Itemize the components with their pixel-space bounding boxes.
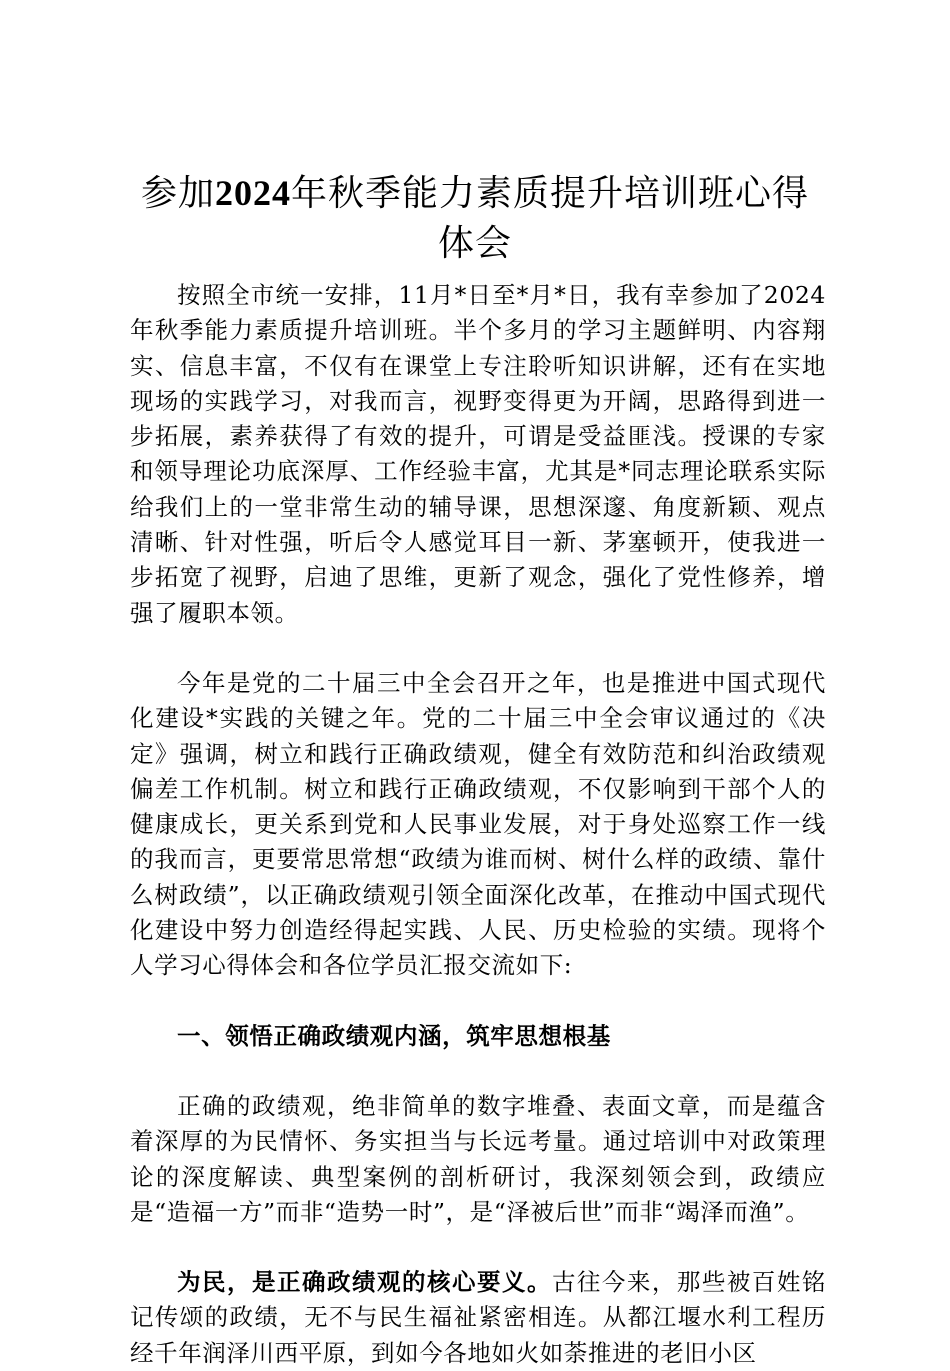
paragraph-gap [130, 1054, 826, 1089]
paragraph-gap [130, 984, 826, 1019]
title-suffix: 年秋季能力素质提升培训班心得体会 [291, 173, 810, 264]
paragraph-lead-sentence: 为民，是正确政绩观的核心要义。 [177, 1268, 552, 1297]
title-year: 2024 [215, 173, 291, 213]
title-prefix: 参加 [140, 173, 215, 214]
paragraph-concept: 正确的政绩观，绝非简单的数字堆叠、表面文章，而是蕴含着深厚的为民情怀、务实担当与长远考量。通过培训中对政策理论的深度解读、典型案例的剖析研讨，我深刻领会到，政绩应是“造福一方”而非“造势一时”，是“泽被后世”而非“竭泽而渔”。 [130, 1091, 826, 1226]
document-title [130, 168, 820, 269]
paragraph-gap [130, 631, 826, 666]
document-body [130, 278, 826, 1371]
paragraph-for-people [130, 1265, 826, 1371]
paragraph-context: 今年是党的二十届三中全会召开之年，也是推进中国式现代化建设*实践的关键之年。党的二十届三中全会审议通过的《决定》强调，树立和践行正确政绩观，健全有效防范和纠治政绩观偏差工作机制。树立和践行正确政绩观，不仅影响到干部个人的健康成长，更关系到党和人民事业发展，对于身处巡察工作一线的我而言，更要常思常想“政绩为谁而树、树什么样的政绩、靠什么树政绩”，以正确政绩观引领全面深化改革，在推动中国式现代化建设中努力创造经得起实践、人民、历史检验的实绩。现将个人学习心得体会和各位学员汇报交流如下: [130, 668, 826, 980]
paragraph-gap [130, 1230, 826, 1265]
paragraph-lead-rest: 古往今来，那些被百姓铭记传颂的政绩，无不与民生福祉紧密相连。从都江堰水利工程历经千年润泽川西平原，到如今各地如火如荼推进的老旧小区 [130, 1268, 826, 1367]
paragraph-intro: 按照全市统一安排，11月*日至*月*日，我有幸参加了2024年秋季能力素质提升培训班。半个多月的学习主题鲜明、内容翔实、信息丰富，不仅有在课堂上专注聆听知识讲解，还有在实地现场的实践学习，对我而言，视野变得更为开阔，思路得到进一步拓展，素养获得了有效的提升，可谓是受益匪浅。授课的专家和领导理论功底深厚、工作经验丰富，尤其是*同志理论联系实际给我们上的一堂非常生动的辅导课，思想深邃、角度新颖、观点清晰、针对性强，听后令人感觉耳目一新、茅塞顿开，使我进一步拓宽了视野，启迪了思维，更新了观念，强化了党性修养，增强了履职本领。 [130, 281, 826, 627]
section-heading-1: 一、领悟正确政绩观内涵，筑牢思想根基 [177, 1021, 611, 1050]
